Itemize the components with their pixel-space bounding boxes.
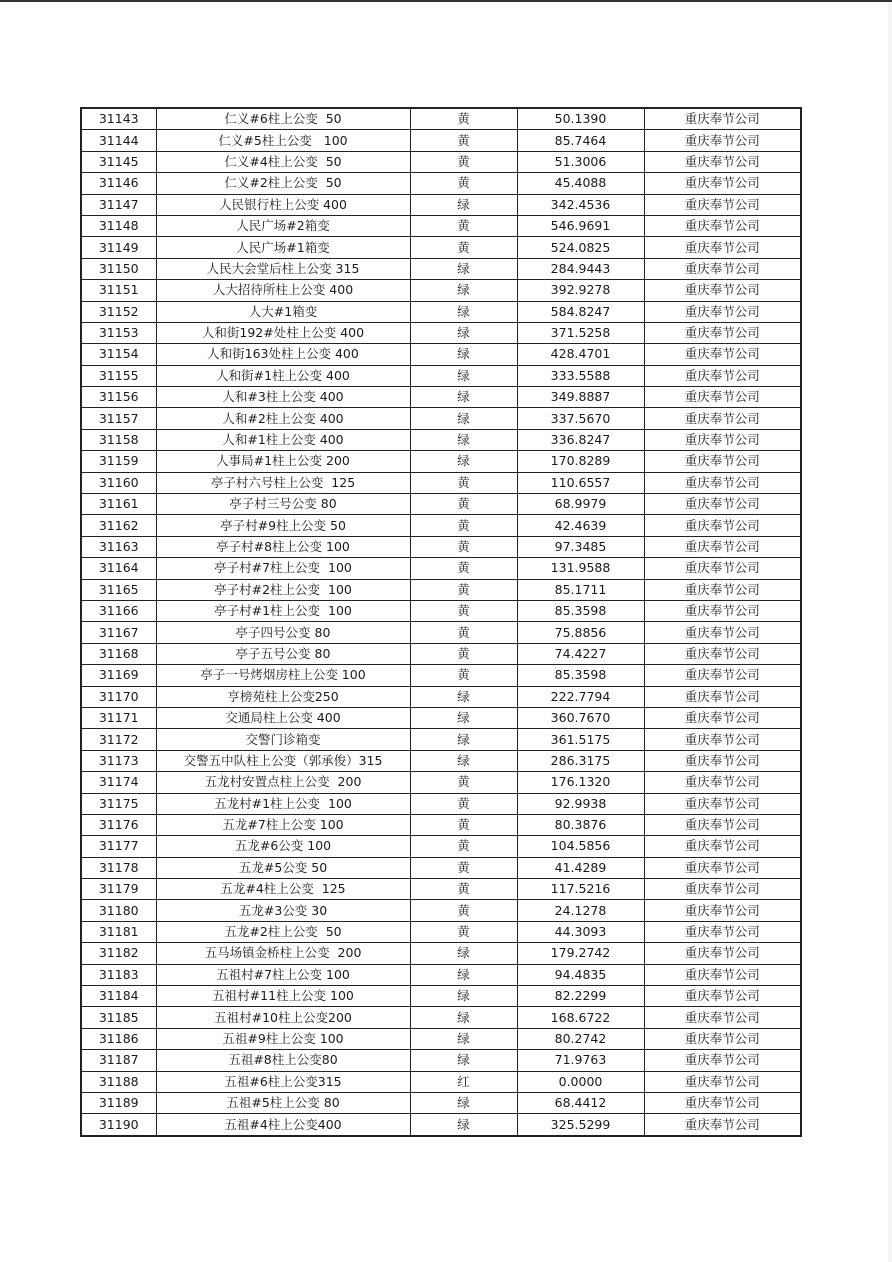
load-value-cell: 97.3485	[517, 536, 644, 557]
load-value-cell: 336.8247	[517, 429, 644, 450]
row-id-cell: 31168	[81, 643, 156, 664]
status-color-cell: 绿	[410, 750, 517, 771]
company-cell: 重庆奉节公司	[644, 215, 801, 236]
status-color-cell: 黄	[410, 772, 517, 793]
table-row	[81, 558, 801, 579]
row-id-cell: 31172	[81, 729, 156, 750]
table-row	[81, 964, 801, 985]
status-color-cell: 绿	[410, 408, 517, 429]
table-row	[81, 1050, 801, 1071]
company-cell: 重庆奉节公司	[644, 429, 801, 450]
company-cell: 重庆奉节公司	[644, 1071, 801, 1092]
company-cell: 重庆奉节公司	[644, 707, 801, 728]
load-value-cell: 360.7670	[517, 707, 644, 728]
table-row	[81, 836, 801, 857]
company-cell: 重庆奉节公司	[644, 686, 801, 707]
status-color-cell: 黄	[410, 237, 517, 258]
load-value-cell: 92.9938	[517, 793, 644, 814]
table-row	[81, 194, 801, 215]
table-row	[81, 579, 801, 600]
table-row	[81, 515, 801, 536]
status-color-cell: 黄	[410, 643, 517, 664]
transformer-name-cell: 五马场镇金桥柱上公变 200	[156, 943, 410, 964]
transformer-name-cell: 仁义#5柱上公变 100	[156, 130, 410, 151]
table-row	[81, 408, 801, 429]
load-value-cell: 284.9443	[517, 258, 644, 279]
table-row	[81, 1114, 801, 1136]
load-value-cell: 222.7794	[517, 686, 644, 707]
load-value-cell: 168.6722	[517, 1007, 644, 1028]
row-id-cell: 31186	[81, 1028, 156, 1049]
load-value-cell: 68.4412	[517, 1092, 644, 1113]
status-color-cell: 黄	[410, 921, 517, 942]
table-row	[81, 879, 801, 900]
table-row	[81, 494, 801, 515]
status-color-cell: 黄	[410, 173, 517, 194]
table-row	[81, 322, 801, 343]
load-value-cell: 428.4701	[517, 344, 644, 365]
transformer-name-cell: 五龙#2柱上公变 50	[156, 921, 410, 942]
table-row	[81, 1092, 801, 1113]
status-color-cell: 黄	[410, 793, 517, 814]
load-value-cell: 41.4289	[517, 857, 644, 878]
company-cell: 重庆奉节公司	[644, 1050, 801, 1071]
load-value-cell: 342.4536	[517, 194, 644, 215]
load-value-cell: 85.1711	[517, 579, 644, 600]
page-top-border	[0, 0, 892, 2]
row-id-cell: 31174	[81, 772, 156, 793]
load-value-cell: 104.5856	[517, 836, 644, 857]
transformer-name-cell: 亭子一号烤烟房柱上公变 100	[156, 665, 410, 686]
load-value-cell: 325.5299	[517, 1114, 644, 1136]
row-id-cell: 31162	[81, 515, 156, 536]
transformer-name-cell: 交警五中队柱上公变（郭承俊）315	[156, 750, 410, 771]
status-color-cell: 绿	[410, 1007, 517, 1028]
status-color-cell: 绿	[410, 1114, 517, 1136]
status-color-cell: 绿	[410, 258, 517, 279]
load-value-cell: 0.0000	[517, 1071, 644, 1092]
table-row	[81, 130, 801, 151]
company-cell: 重庆奉节公司	[644, 857, 801, 878]
company-cell: 重庆奉节公司	[644, 322, 801, 343]
status-color-cell: 黄	[410, 579, 517, 600]
load-value-cell: 75.8856	[517, 622, 644, 643]
status-color-cell: 绿	[410, 429, 517, 450]
company-cell: 重庆奉节公司	[644, 836, 801, 857]
company-cell: 重庆奉节公司	[644, 900, 801, 921]
table-row	[81, 472, 801, 493]
row-id-cell: 31182	[81, 943, 156, 964]
load-value-cell: 51.3006	[517, 151, 644, 172]
status-color-cell: 绿	[410, 686, 517, 707]
row-id-cell: 31156	[81, 387, 156, 408]
table-row	[81, 173, 801, 194]
row-id-cell: 31163	[81, 536, 156, 557]
transformer-name-cell: 人和街163处柱上公变 400	[156, 344, 410, 365]
transformer-name-cell: 五祖村#7柱上公变 100	[156, 964, 410, 985]
company-cell: 重庆奉节公司	[644, 451, 801, 472]
status-color-cell: 绿	[410, 986, 517, 1007]
row-id-cell: 31167	[81, 622, 156, 643]
transformer-name-cell: 人和#2柱上公变 400	[156, 408, 410, 429]
load-value-cell: 176.1320	[517, 772, 644, 793]
row-id-cell: 31188	[81, 1071, 156, 1092]
status-color-cell: 绿	[410, 194, 517, 215]
table-row	[81, 1007, 801, 1028]
status-color-cell: 黄	[410, 472, 517, 493]
row-id-cell: 31165	[81, 579, 156, 600]
transformer-name-cell: 亭子村#2柱上公变 100	[156, 579, 410, 600]
transformer-name-cell: 交警门诊箱变	[156, 729, 410, 750]
load-value-cell: 110.6557	[517, 472, 644, 493]
status-color-cell: 绿	[410, 322, 517, 343]
transformer-name-cell: 五龙#3公变 30	[156, 900, 410, 921]
transformer-name-cell: 五龙#7柱上公变 100	[156, 814, 410, 835]
row-id-cell: 31180	[81, 900, 156, 921]
table-row	[81, 258, 801, 279]
row-id-cell: 31176	[81, 814, 156, 835]
transformer-name-cell: 五祖村#10柱上公变200	[156, 1007, 410, 1028]
row-id-cell: 31143	[81, 108, 156, 130]
company-cell: 重庆奉节公司	[644, 365, 801, 386]
load-value-cell: 371.5258	[517, 322, 644, 343]
company-cell: 重庆奉节公司	[644, 558, 801, 579]
load-value-cell: 392.9278	[517, 280, 644, 301]
transformer-name-cell: 五龙#6公变 100	[156, 836, 410, 857]
row-id-cell: 31164	[81, 558, 156, 579]
company-cell: 重庆奉节公司	[644, 130, 801, 151]
table-row	[81, 536, 801, 557]
status-color-cell: 红	[410, 1071, 517, 1092]
company-cell: 重庆奉节公司	[644, 258, 801, 279]
status-color-cell: 绿	[410, 1028, 517, 1049]
transformer-name-cell: 仁义#4柱上公变 50	[156, 151, 410, 172]
table-row	[81, 643, 801, 664]
status-color-cell: 黄	[410, 108, 517, 130]
transformer-name-cell: 五龙村#1柱上公变 100	[156, 793, 410, 814]
status-color-cell: 绿	[410, 451, 517, 472]
transformer-name-cell: 五祖#6柱上公变315	[156, 1071, 410, 1092]
row-id-cell: 31159	[81, 451, 156, 472]
transformer-name-cell: 亭子村#8柱上公变 100	[156, 536, 410, 557]
status-color-cell: 绿	[410, 280, 517, 301]
transformer-name-cell: 五祖#9柱上公变 100	[156, 1028, 410, 1049]
company-cell: 重庆奉节公司	[644, 536, 801, 557]
transformer-name-cell: 五龙#5公变 50	[156, 857, 410, 878]
status-color-cell: 黄	[410, 879, 517, 900]
company-cell: 重庆奉节公司	[644, 301, 801, 322]
status-color-cell: 黄	[410, 515, 517, 536]
transformer-name-cell: 人事局#1柱上公变 200	[156, 451, 410, 472]
transformer-name-cell: 亭子村六号柱上公变 125	[156, 472, 410, 493]
row-id-cell: 31170	[81, 686, 156, 707]
company-cell: 重庆奉节公司	[644, 750, 801, 771]
load-value-cell: 85.7464	[517, 130, 644, 151]
company-cell: 重庆奉节公司	[644, 986, 801, 1007]
table-row	[81, 451, 801, 472]
company-cell: 重庆奉节公司	[644, 729, 801, 750]
table-row	[81, 750, 801, 771]
load-value-cell: 286.3175	[517, 750, 644, 771]
transformer-load-table	[80, 107, 802, 1137]
status-color-cell: 黄	[410, 857, 517, 878]
company-cell: 重庆奉节公司	[644, 964, 801, 985]
company-cell: 重庆奉节公司	[644, 1092, 801, 1113]
row-id-cell: 31160	[81, 472, 156, 493]
company-cell: 重庆奉节公司	[644, 772, 801, 793]
load-value-cell: 179.2742	[517, 943, 644, 964]
row-id-cell: 31153	[81, 322, 156, 343]
company-cell: 重庆奉节公司	[644, 387, 801, 408]
transformer-name-cell: 亭子村#9柱上公变 50	[156, 515, 410, 536]
table-row	[81, 686, 801, 707]
load-value-cell: 117.5216	[517, 879, 644, 900]
row-id-cell: 31185	[81, 1007, 156, 1028]
load-value-cell: 74.4227	[517, 643, 644, 664]
table-row	[81, 793, 801, 814]
status-color-cell: 绿	[410, 365, 517, 386]
company-cell: 重庆奉节公司	[644, 793, 801, 814]
row-id-cell: 31147	[81, 194, 156, 215]
transformer-name-cell: 人民广场#2箱变	[156, 215, 410, 236]
row-id-cell: 31151	[81, 280, 156, 301]
row-id-cell: 31189	[81, 1092, 156, 1113]
company-cell: 重庆奉节公司	[644, 280, 801, 301]
load-value-cell: 71.9763	[517, 1050, 644, 1071]
row-id-cell: 31173	[81, 750, 156, 771]
transformer-name-cell: 人和#1柱上公变 400	[156, 429, 410, 450]
load-value-cell: 349.8887	[517, 387, 644, 408]
company-cell: 重庆奉节公司	[644, 1007, 801, 1028]
load-value-cell: 546.9691	[517, 215, 644, 236]
transformer-name-cell: 人大#1箱变	[156, 301, 410, 322]
table-row	[81, 237, 801, 258]
status-color-cell: 黄	[410, 558, 517, 579]
company-cell: 重庆奉节公司	[644, 494, 801, 515]
transformer-name-cell: 交通局柱上公变 400	[156, 707, 410, 728]
load-value-cell: 68.9979	[517, 494, 644, 515]
load-value-cell: 524.0825	[517, 237, 644, 258]
status-color-cell: 黄	[410, 665, 517, 686]
table-row	[81, 986, 801, 1007]
row-id-cell: 31161	[81, 494, 156, 515]
table-row	[81, 344, 801, 365]
row-id-cell: 31175	[81, 793, 156, 814]
table-row	[81, 600, 801, 621]
status-color-cell: 黄	[410, 836, 517, 857]
table-row	[81, 151, 801, 172]
table-row	[81, 387, 801, 408]
status-color-cell: 绿	[410, 729, 517, 750]
row-id-cell: 31150	[81, 258, 156, 279]
company-cell: 重庆奉节公司	[644, 600, 801, 621]
transformer-name-cell: 亭子村#7柱上公变 100	[156, 558, 410, 579]
company-cell: 重庆奉节公司	[644, 943, 801, 964]
company-cell: 重庆奉节公司	[644, 1114, 801, 1136]
load-value-cell: 94.4835	[517, 964, 644, 985]
row-id-cell: 31154	[81, 344, 156, 365]
row-id-cell: 31179	[81, 879, 156, 900]
transformer-name-cell: 五祖村#11柱上公变 100	[156, 986, 410, 1007]
company-cell: 重庆奉节公司	[644, 921, 801, 942]
company-cell: 重庆奉节公司	[644, 194, 801, 215]
company-cell: 重庆奉节公司	[644, 665, 801, 686]
transformer-name-cell: 亭子村#1柱上公变 100	[156, 600, 410, 621]
load-value-cell: 333.5588	[517, 365, 644, 386]
company-cell: 重庆奉节公司	[644, 579, 801, 600]
status-color-cell: 黄	[410, 600, 517, 621]
transformer-name-cell: 人民银行柱上公变 400	[156, 194, 410, 215]
company-cell: 重庆奉节公司	[644, 814, 801, 835]
table-row	[81, 707, 801, 728]
transformer-name-cell: 仁义#6柱上公变 50	[156, 108, 410, 130]
table-row	[81, 365, 801, 386]
row-id-cell: 31158	[81, 429, 156, 450]
transformer-name-cell: 人民大会堂后柱上公变 315	[156, 258, 410, 279]
status-color-cell: 黄	[410, 215, 517, 236]
status-color-cell: 绿	[410, 943, 517, 964]
table-row	[81, 665, 801, 686]
company-cell: 重庆奉节公司	[644, 151, 801, 172]
status-color-cell: 绿	[410, 344, 517, 365]
row-id-cell: 31177	[81, 836, 156, 857]
status-color-cell: 绿	[410, 707, 517, 728]
load-value-cell: 85.3598	[517, 665, 644, 686]
company-cell: 重庆奉节公司	[644, 643, 801, 664]
load-value-cell: 42.4639	[517, 515, 644, 536]
transformer-name-cell: 仁义#2柱上公变 50	[156, 173, 410, 194]
row-id-cell: 31181	[81, 921, 156, 942]
status-color-cell: 黄	[410, 130, 517, 151]
load-value-cell: 50.1390	[517, 108, 644, 130]
load-value-cell: 82.2299	[517, 986, 644, 1007]
status-color-cell: 绿	[410, 301, 517, 322]
status-color-cell: 黄	[410, 151, 517, 172]
load-value-cell: 131.9588	[517, 558, 644, 579]
company-cell: 重庆奉节公司	[644, 408, 801, 429]
row-id-cell: 31146	[81, 173, 156, 194]
row-id-cell: 31190	[81, 1114, 156, 1136]
row-id-cell: 31178	[81, 857, 156, 878]
table-row	[81, 814, 801, 835]
load-value-cell: 45.4088	[517, 173, 644, 194]
status-color-cell: 黄	[410, 494, 517, 515]
page-right-edge	[888, 2, 892, 1262]
row-id-cell: 31166	[81, 600, 156, 621]
row-id-cell: 31184	[81, 986, 156, 1007]
table-row	[81, 943, 801, 964]
transformer-name-cell: 五祖#4柱上公变400	[156, 1114, 410, 1136]
table-row	[81, 215, 801, 236]
status-color-cell: 绿	[410, 964, 517, 985]
load-value-cell: 44.3093	[517, 921, 644, 942]
transformer-name-cell: 亭子五号公变 80	[156, 643, 410, 664]
load-value-cell: 361.5175	[517, 729, 644, 750]
table-row	[81, 921, 801, 942]
transformer-name-cell: 五龙村安置点柱上公变 200	[156, 772, 410, 793]
status-color-cell: 绿	[410, 1050, 517, 1071]
row-id-cell: 31145	[81, 151, 156, 172]
transformer-name-cell: 亭子四号公变 80	[156, 622, 410, 643]
row-id-cell: 31171	[81, 707, 156, 728]
row-id-cell: 31148	[81, 215, 156, 236]
company-cell: 重庆奉节公司	[644, 622, 801, 643]
load-value-cell: 337.5670	[517, 408, 644, 429]
status-color-cell: 绿	[410, 387, 517, 408]
load-value-cell: 170.8289	[517, 451, 644, 472]
table-row	[81, 1071, 801, 1092]
transformer-name-cell: 人和#3柱上公变 400	[156, 387, 410, 408]
transformer-name-cell: 五龙#4柱上公变 125	[156, 879, 410, 900]
load-value-cell: 584.8247	[517, 301, 644, 322]
transformer-name-cell: 五祖#5柱上公变 80	[156, 1092, 410, 1113]
status-color-cell: 黄	[410, 814, 517, 835]
transformer-name-cell: 人大招待所柱上公变 400	[156, 280, 410, 301]
status-color-cell: 黄	[410, 622, 517, 643]
row-id-cell: 31155	[81, 365, 156, 386]
company-cell: 重庆奉节公司	[644, 515, 801, 536]
load-value-cell: 80.3876	[517, 814, 644, 835]
company-cell: 重庆奉节公司	[644, 1028, 801, 1049]
table-row	[81, 280, 801, 301]
company-cell: 重庆奉节公司	[644, 237, 801, 258]
load-value-cell: 85.3598	[517, 600, 644, 621]
status-color-cell: 黄	[410, 900, 517, 921]
transformer-name-cell: 五祖#8柱上公变80	[156, 1050, 410, 1071]
table-row	[81, 772, 801, 793]
transformer-name-cell: 人和街#1柱上公变 400	[156, 365, 410, 386]
company-cell: 重庆奉节公司	[644, 879, 801, 900]
row-id-cell: 31152	[81, 301, 156, 322]
load-value-cell: 24.1278	[517, 900, 644, 921]
row-id-cell: 31144	[81, 130, 156, 151]
table-row	[81, 1028, 801, 1049]
company-cell: 重庆奉节公司	[644, 472, 801, 493]
table-row	[81, 857, 801, 878]
row-id-cell: 31169	[81, 665, 156, 686]
table-row	[81, 622, 801, 643]
transformer-name-cell: 亭子村三号公变 80	[156, 494, 410, 515]
table-row	[81, 900, 801, 921]
row-id-cell: 31157	[81, 408, 156, 429]
row-id-cell: 31183	[81, 964, 156, 985]
transformer-name-cell: 亨榜苑柱上公变250	[156, 686, 410, 707]
status-color-cell: 绿	[410, 1092, 517, 1113]
row-id-cell: 31149	[81, 237, 156, 258]
transformer-name-cell: 人民广场#1箱变	[156, 237, 410, 258]
row-id-cell: 31187	[81, 1050, 156, 1071]
company-cell: 重庆奉节公司	[644, 173, 801, 194]
table-row	[81, 301, 801, 322]
company-cell: 重庆奉节公司	[644, 108, 801, 130]
company-cell: 重庆奉节公司	[644, 344, 801, 365]
table-row	[81, 729, 801, 750]
table-row	[81, 108, 801, 130]
table-row	[81, 429, 801, 450]
status-color-cell: 黄	[410, 536, 517, 557]
table-body	[81, 108, 801, 1136]
transformer-name-cell: 人和街192#处柱上公变 400	[156, 322, 410, 343]
load-value-cell: 80.2742	[517, 1028, 644, 1049]
